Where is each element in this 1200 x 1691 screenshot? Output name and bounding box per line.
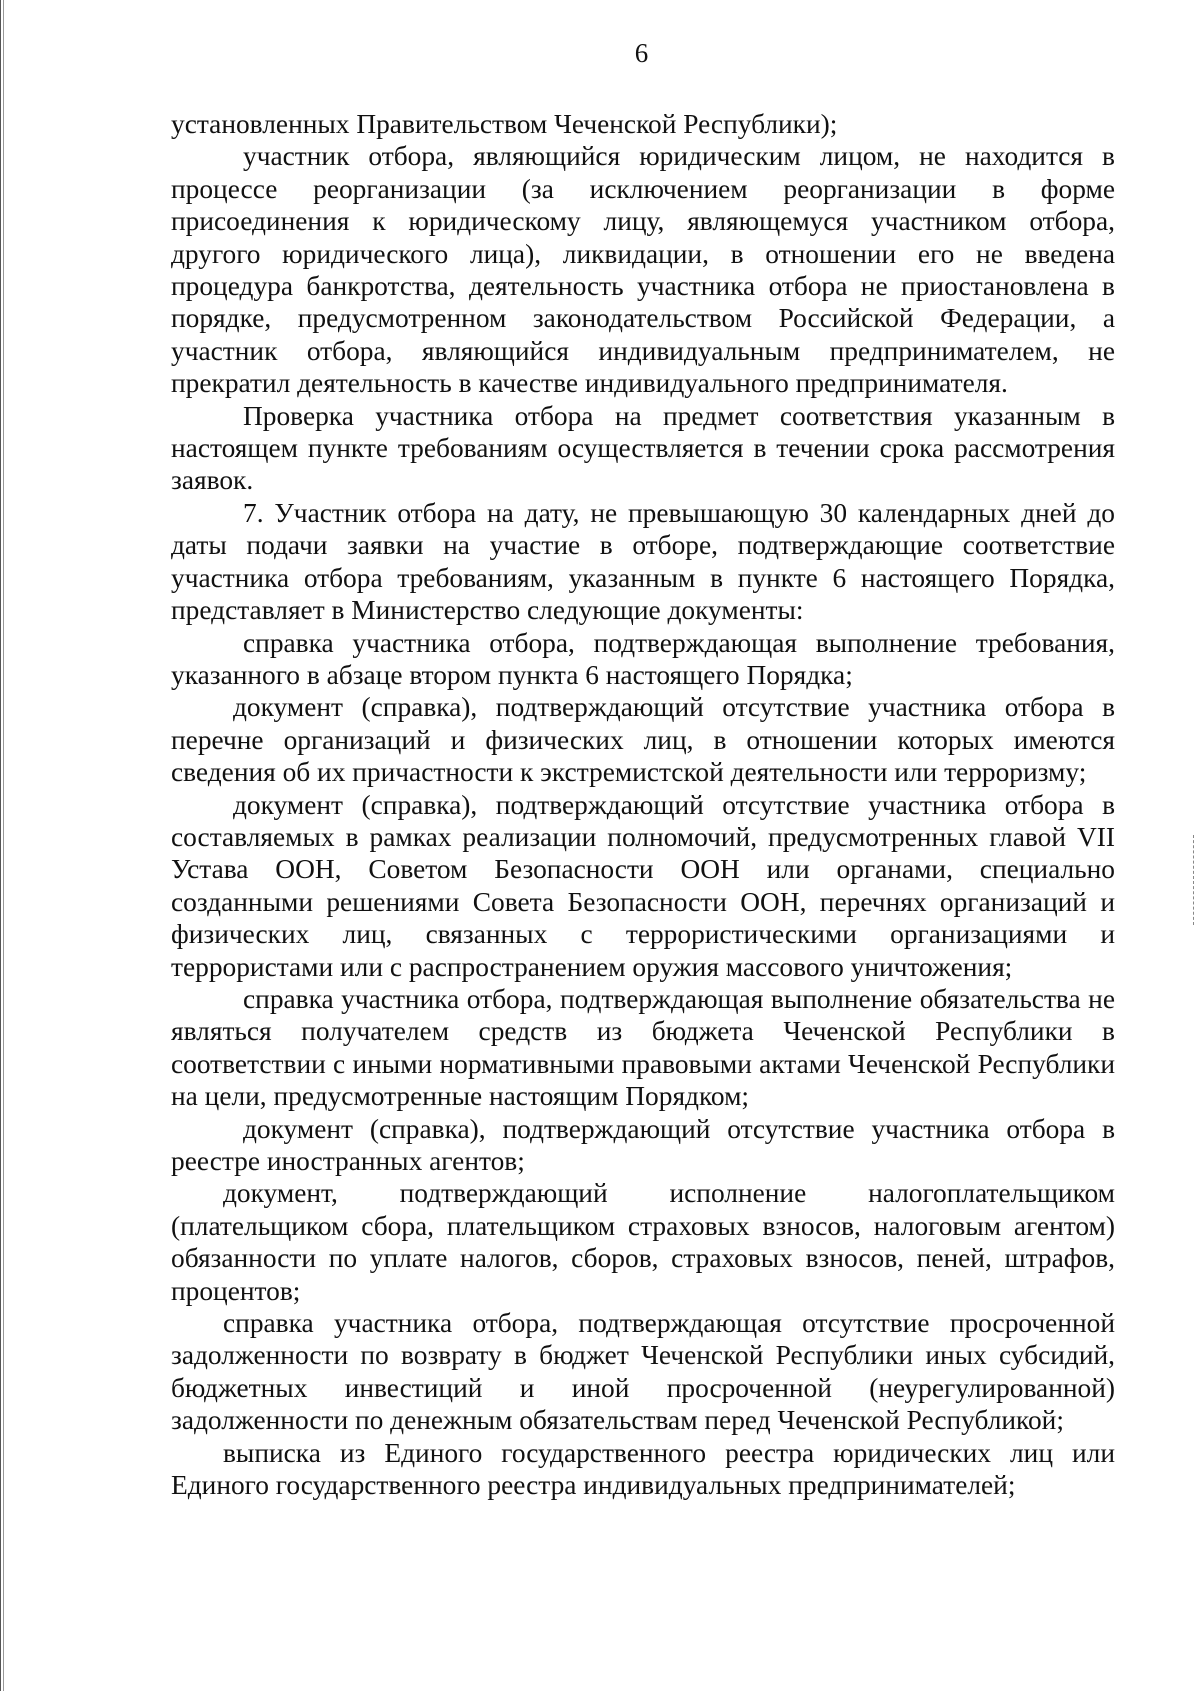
page-number: 6 bbox=[634, 38, 649, 68]
paragraph-verification: Проверка участника отбора на предмет соответствия указанным в настоящем пункте требованиям осуществляется в течении срока рассмотрения заявок. bbox=[171, 400, 1115, 496]
scan-edge-right bbox=[1193, 835, 1196, 925]
paragraph-certificate-requirement: справка участника отбора, подтверждающая выполнение требования, указанного в абзаце втором пункта 6 настоящего Порядка; bbox=[171, 627, 1115, 690]
paragraph-tax-obligations: документ, подтверждающий исполнение налогоплательщиком (плательщиком сбора, плательщиком страховых взносов, налоговым агентом) обязанности по уплате налогов, сборов, страховых взносов, пеней, штрафов, процентов; bbox=[171, 1178, 1115, 1306]
paragraph-state-registry-extract: выписка из Единого государственного реестра юридических лиц или Единого государственного реестра индивидуальных предпринимателей; bbox=[171, 1437, 1115, 1501]
paragraph-clause-7: 7. Участник отбора на дату, не превышающую 30 календарных дней до даты подачи заявки на участие в отборе, подтверждающие соответствие участника отбора требованиям, указанным в пункте 6 настоящего Порядка, представляет в Министерство следующие документы: bbox=[171, 497, 1115, 626]
scan-edge-left bbox=[0, 0, 4, 1691]
paragraph-budget-obligation: справка участника отбора, подтверждающая выполнение обязательства не являться получателем средств из бюджета Чеченской Республики в соответствии с иными нормативными правовыми актами Чеченской Республики на цели, предусмотренные настоящим Порядком; bbox=[171, 983, 1115, 1112]
paragraph-un-list: документ (справка), подтверждающий отсутствие участника отбора в составляемых в рамках реализации полномочий, предусмотренных главой VII Устава ООН, Советом Безопасности ООН или органами, специально созданными решениями Совета Безопасности ООН, перечнях организаций и физических лиц, связанных с террористическими организациями и террористами или с распространением оружия массового уничтожения; bbox=[171, 789, 1115, 982]
paragraph-overdue-debt: справка участника отбора, подтверждающая отсутствие просроченной задолженности по возврату в бюджет Чеченской Республики иных субсидий, бюджетных инвестиций и иной просроченной (неурегулированной) задолженности по денежным обязательствам перед Чеченской Республикой; bbox=[171, 1308, 1115, 1436]
paragraph-extremism-list: документ (справка), подтверждающий отсутствие участника отбора в перечне организаций и физических лиц, в отношении которых имеются сведения об их причастности к экстремистской деятельности или терроризму; bbox=[171, 692, 1115, 788]
paragraph-continuation: установленных Правительством Чеченской Республики); bbox=[171, 109, 838, 139]
document-body bbox=[171, 108, 1115, 1501]
paragraph-foreign-agents: документ (справка), подтверждающий отсутствие участника отбора в реестре иностранных агентов; bbox=[171, 1113, 1115, 1176]
paragraph-legal-entity-requirement: участник отбора, являющийся юридическим лицом, не находится в процессе реорганизации (за исключением реорганизации в форме присоединения к юридическому лицу, являющемуся участником отбора, другого юридического лица), ликвидации, в отношении его не введена процедура банкротства, деятельность участника отбора не приостановлена в порядке, предусмотренном законодательством Российской Федерации, а участник отбора, являющийся индивидуальным предпринимателем, не прекратил деятельность в качестве индивидуального предпринимателя. bbox=[171, 141, 1115, 399]
